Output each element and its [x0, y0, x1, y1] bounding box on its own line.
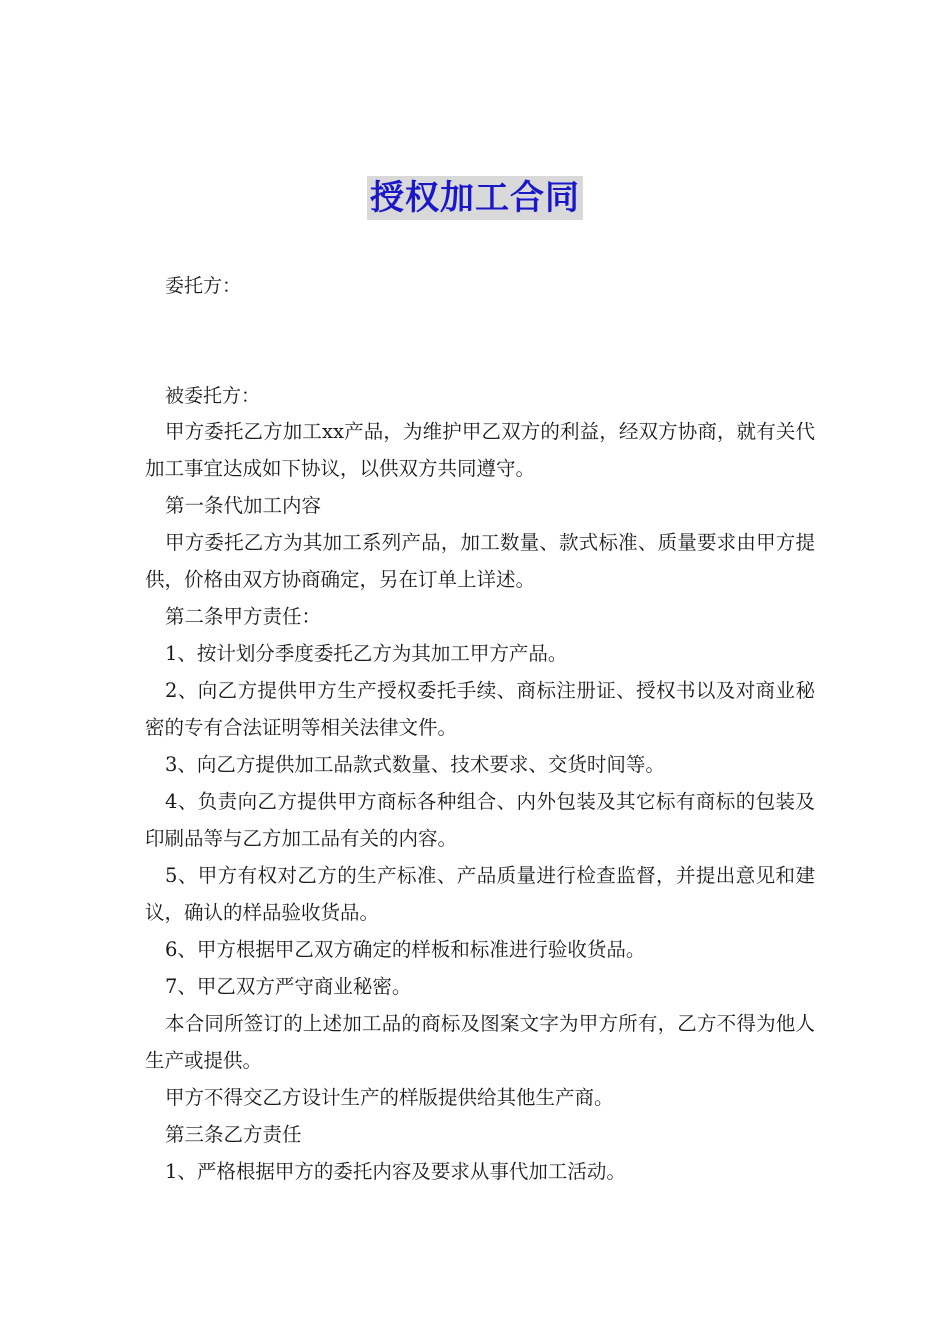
list-item: 4、负责向乙方提供甲方商标各种组合、内外包装及其它标有商标的包装及印刷品等与乙方加工品有关的内容。	[145, 790, 815, 850]
title-container	[0, 176, 950, 220]
contractor-label: 被委托方：	[165, 385, 261, 407]
paragraph-intro: 甲方委托乙方加工xx产品，为维护甲乙双方的利益，经双方协商，就有关代加工事宜达成如下协议，以供双方共同遵守。	[145, 420, 815, 480]
list-item: 1、严格根据甲方的委托内容及要求从事代加工活动。	[165, 1160, 626, 1183]
document-title: 授权加工合同	[367, 176, 583, 220]
list-item: 6、甲方根据甲乙双方确定的样板和标准进行验收货品。	[165, 938, 646, 961]
heading-article-3: 第三条乙方责任	[165, 1123, 302, 1146]
heading-article-1: 第一条代加工内容	[165, 494, 322, 517]
client-label: 委托方：	[165, 275, 242, 297]
list-item: 7、甲乙双方严守商业秘密。	[165, 975, 412, 998]
list-item: 5、甲方有权对乙方的生产标准、产品质量进行检查监督，并提出意见和建议，确认的样品验收货品。	[145, 864, 815, 924]
paragraph-trademark: 本合同所签订的上述加工品的商标及图案文字为甲方所有，乙方不得为他人生产或提供。	[145, 1012, 815, 1072]
list-item: 3、向乙方提供加工品款式数量、技术要求、交货时间等。	[165, 753, 665, 776]
list-item: 2、向乙方提供甲方生产授权委托手续、商标注册证、授权书以及对商业秘密的专有合法证明等相关法律文件。	[145, 679, 815, 739]
contract-body	[145, 413, 815, 1190]
paragraph-article-1: 甲方委托乙方为其加工系列产品，加工数量、款式标准、质量要求由甲方提供，价格由双方协商确定，另在订单上详述。	[145, 531, 815, 591]
list-item: 1、按计划分季度委托乙方为其加工甲方产品。	[165, 642, 568, 665]
heading-article-2: 第二条甲方责任：	[165, 605, 322, 628]
paragraph-samples: 甲方不得交乙方设计生产的样版提供给其他生产商。	[165, 1086, 614, 1109]
